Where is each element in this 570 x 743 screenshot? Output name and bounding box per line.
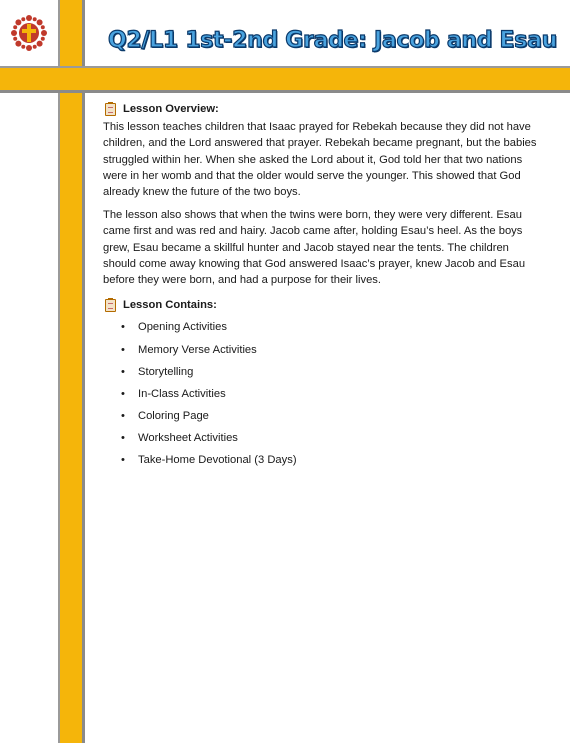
list-item: • Opening Activities bbox=[138, 319, 543, 335]
overview-paragraph-2: The lesson also shows that when the twins were born, they were very different. Esau came first and was red and hairy. Jacob came after, holding Esau’s heel. As the boys grew, Esau became a skillful hunter and Jacob stayed near the tents. The children should come away knowing that God answered Isaac’s prayer, knew Jacob and Esau before they were born, and had a purpose for their lives. bbox=[103, 209, 526, 287]
list-item: • Coloring Page bbox=[138, 408, 543, 424]
cross-center bbox=[60, 68, 82, 90]
lesson-content bbox=[103, 101, 543, 474]
list-item: • Storytelling bbox=[138, 364, 543, 380]
list-item: • Take-Home Devotional (3 Days) bbox=[138, 452, 543, 468]
church-logo-icon bbox=[10, 14, 48, 52]
contents-list bbox=[103, 319, 543, 468]
list-item: • Memory Verse Activities bbox=[138, 342, 543, 358]
list-item: • Worksheet Activities bbox=[138, 430, 543, 446]
cross-horizontal-bar bbox=[0, 68, 570, 90]
clipboard-icon bbox=[105, 103, 116, 116]
page-title: Q2/L1 1st-2nd Grade: Jacob and Esau bbox=[108, 28, 557, 53]
contains-heading bbox=[103, 297, 543, 313]
contains-heading-text: Lesson Contains: bbox=[123, 299, 217, 312]
list-item: • In-Class Activities bbox=[138, 386, 543, 402]
clipboard-icon bbox=[105, 299, 116, 312]
overview-heading bbox=[103, 101, 543, 117]
cross-vertical-bar bbox=[60, 0, 82, 743]
overview-paragraph-1: This lesson teaches children that Isaac prayed for Rebekah because they did not have children, and the Lord answered that prayer. Rebekah became pregnant, but the babies struggled within her. When she asked the Lord about it, God told her that two nations were in her womb and that the older would serve the younger. This showed that God already knew the future of the two boys. bbox=[103, 121, 537, 199]
overview-heading-text: Lesson Overview: bbox=[123, 103, 219, 115]
